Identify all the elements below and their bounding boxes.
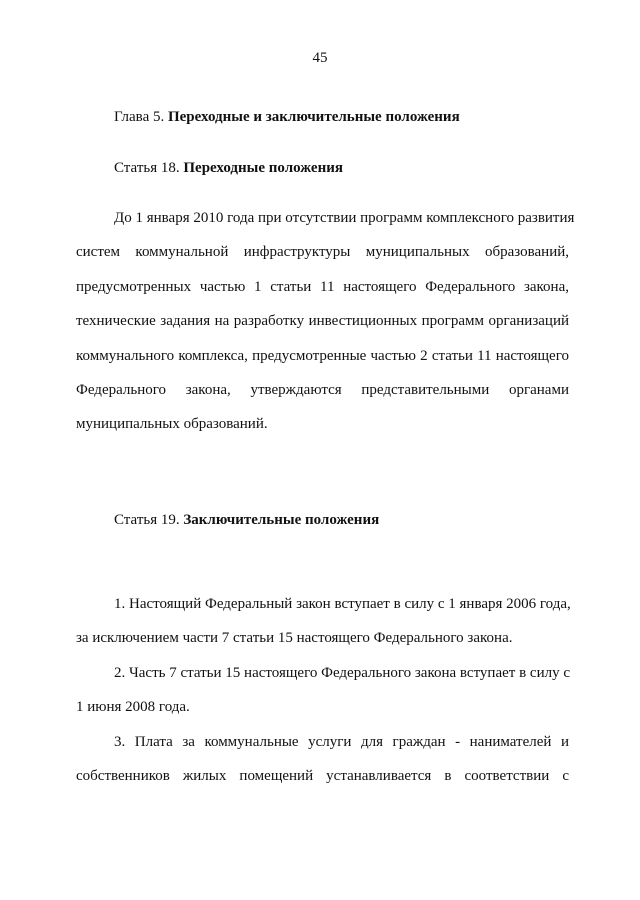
paragraph-line: предусмотренных частью 1 статьи 11 настоящего Федерального закона, [76,278,569,295]
list-item [76,594,569,663]
article-19-heading [114,512,379,529]
paragraph-line: муниципальных образований. [76,416,268,433]
list-item [76,663,569,732]
chapter-title: Переходные и заключительные положения [167,109,460,125]
list-item-line: 1 июня 2008 года. [76,699,190,716]
chapter-prefix: Глава 5. [114,109,165,125]
list-item-line: за исключением части 7 статьи 15 настоящего Федерального закона. [76,630,513,647]
article-19-prefix: Статья 19. [114,512,180,528]
paragraph-line: До 1 января 2010 года при отсутствии программ комплексного развития [114,210,575,226]
article-18-paragraph [76,208,575,449]
chapter-heading [114,109,460,126]
article-18-heading [114,160,343,177]
paragraph-line: систем коммунальной инфраструктуры муниципальных образований, [76,244,569,261]
list-item-line: 1. Настоящий Федеральный закон вступает в силу с 1 января 2006 года, [114,596,571,612]
paragraph-line: Федерального закона, утверждаются представительными органами [76,381,569,398]
paragraph-line: технические задания на разработку инвестиционных программ организаций [76,313,569,330]
paragraph-line: коммунального комплекса, предусмотренные частью 2 статьи 11 настоящего [76,347,569,364]
article-19-title: Заключительные положения [183,512,380,528]
page-number: 45 [312,50,328,66]
article-18-title: Переходные положения [183,160,343,176]
article-19-body [76,594,569,800]
list-item-line: 3. Плата за коммунальные услуги для граждан - нанимателей и [114,733,569,750]
article-18-prefix: Статья 18. [114,160,180,176]
list-item [76,732,569,801]
list-item-line: собственников жилых помещений устанавливается в соответствии с [76,767,569,784]
list-item-line: 2. Часть 7 статьи 15 настоящего Федерального закона вступает в силу с [114,664,570,681]
